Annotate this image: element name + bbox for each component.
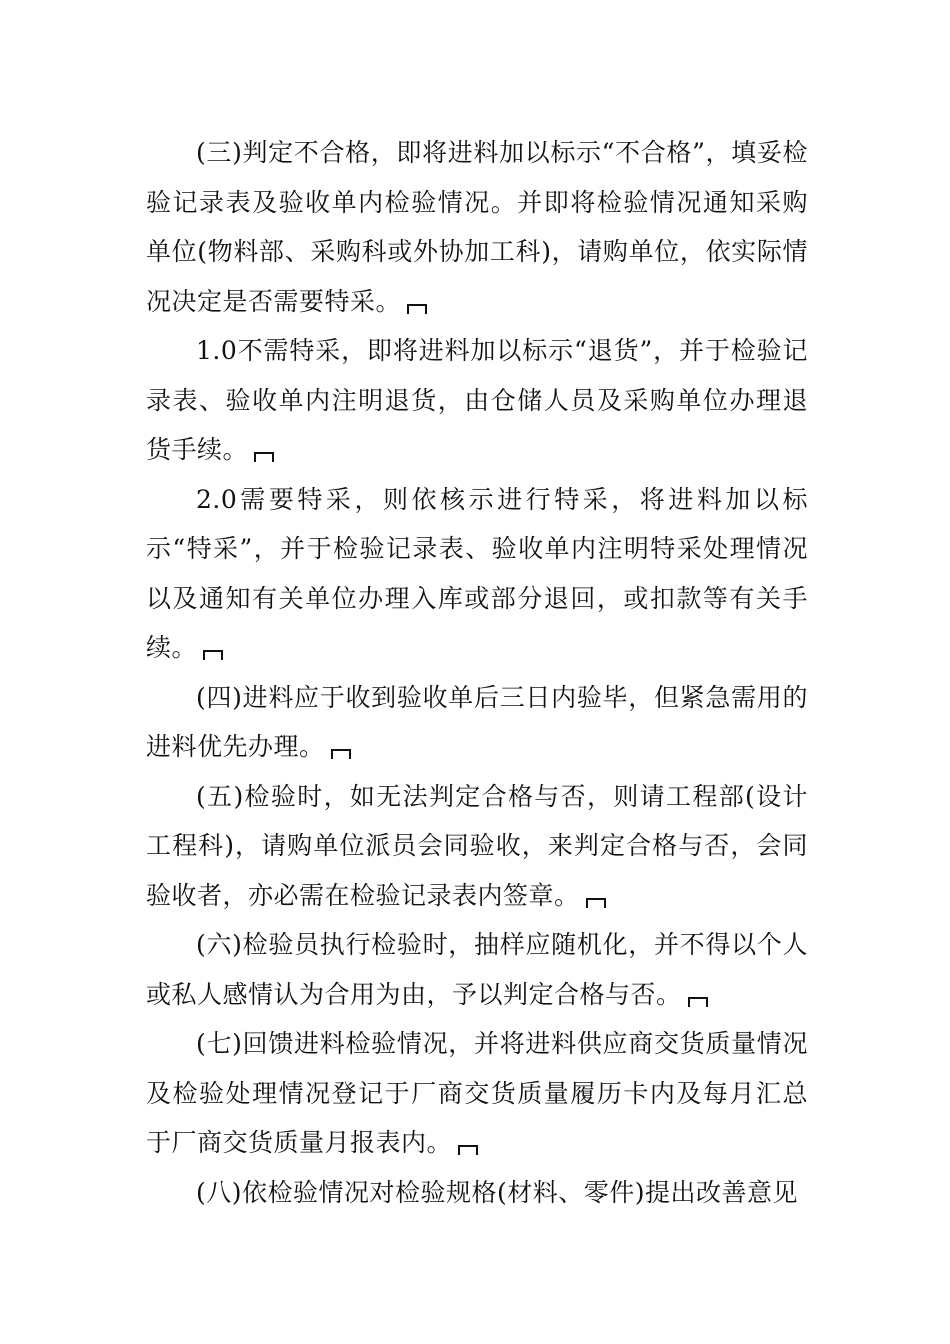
paragraph-feedback: (七)回馈进料检验情况，并将进料供应商交货质量情况及检验处理情况登记于厂商交货质量履历卡内及每月汇总于厂商交货质量月报表内。 — [146, 1029, 808, 1157]
paragraph-end-mark-icon — [458, 1145, 478, 1155]
paragraph-random-sampling: (六)检验员执行检验时，抽样应随机化，并不得以个人或私人感情认为合用为由，予以判定合格与否。 — [146, 930, 808, 1009]
paragraph-improvement: (八)依检验情况对检验规格(材料、零件)提出改善意见 — [196, 1177, 799, 1207]
paragraph-end-mark-icon — [586, 898, 606, 908]
paragraph-judge-unqualified: (三)判定不合格，即将进料加以标示“不合格”，填妥检验记录表及验收单内检验情况。并即将检验情况通知采购单位(物料部、采购科或外协加工科)，请购单位，依实际情况决定是否需要特采。 — [146, 138, 808, 316]
paragraph-end-mark-icon — [331, 749, 351, 759]
paragraph-special-purchase: 2.0需要特采，则依核示进行特采，将进料加以标示“特采”，并于检验记录表、验收单内注明特采处理情况以及通知有关单位办理入库或部分退回，或扣款等有关手续。 — [146, 484, 808, 662]
document-body — [146, 128, 808, 1217]
paragraph-end-mark-icon — [407, 304, 427, 314]
paragraph-end-mark-icon — [688, 997, 708, 1007]
paragraph-no-special-purchase: 1.0不需特采，即将进料加以标示“退货”，并于检验记录表、验收单内注明退货，由仓储人员及采购单位办理退货手续。 — [146, 336, 808, 464]
paragraph-joint-acceptance: (五)检验时，如无法判定合格与否，则请工程部(设计工程科)，请购单位派员会同验收，来判定合格与否，会同验收者，亦必需在检验记录表内签章。 — [146, 781, 808, 910]
paragraph-end-mark-icon — [254, 452, 274, 462]
paragraph-inspection-deadline: (四)进料应于收到验收单后三日内验毕，但紧急需用的进料优先办理。 — [146, 682, 808, 761]
paragraph-end-mark-icon — [203, 650, 223, 660]
